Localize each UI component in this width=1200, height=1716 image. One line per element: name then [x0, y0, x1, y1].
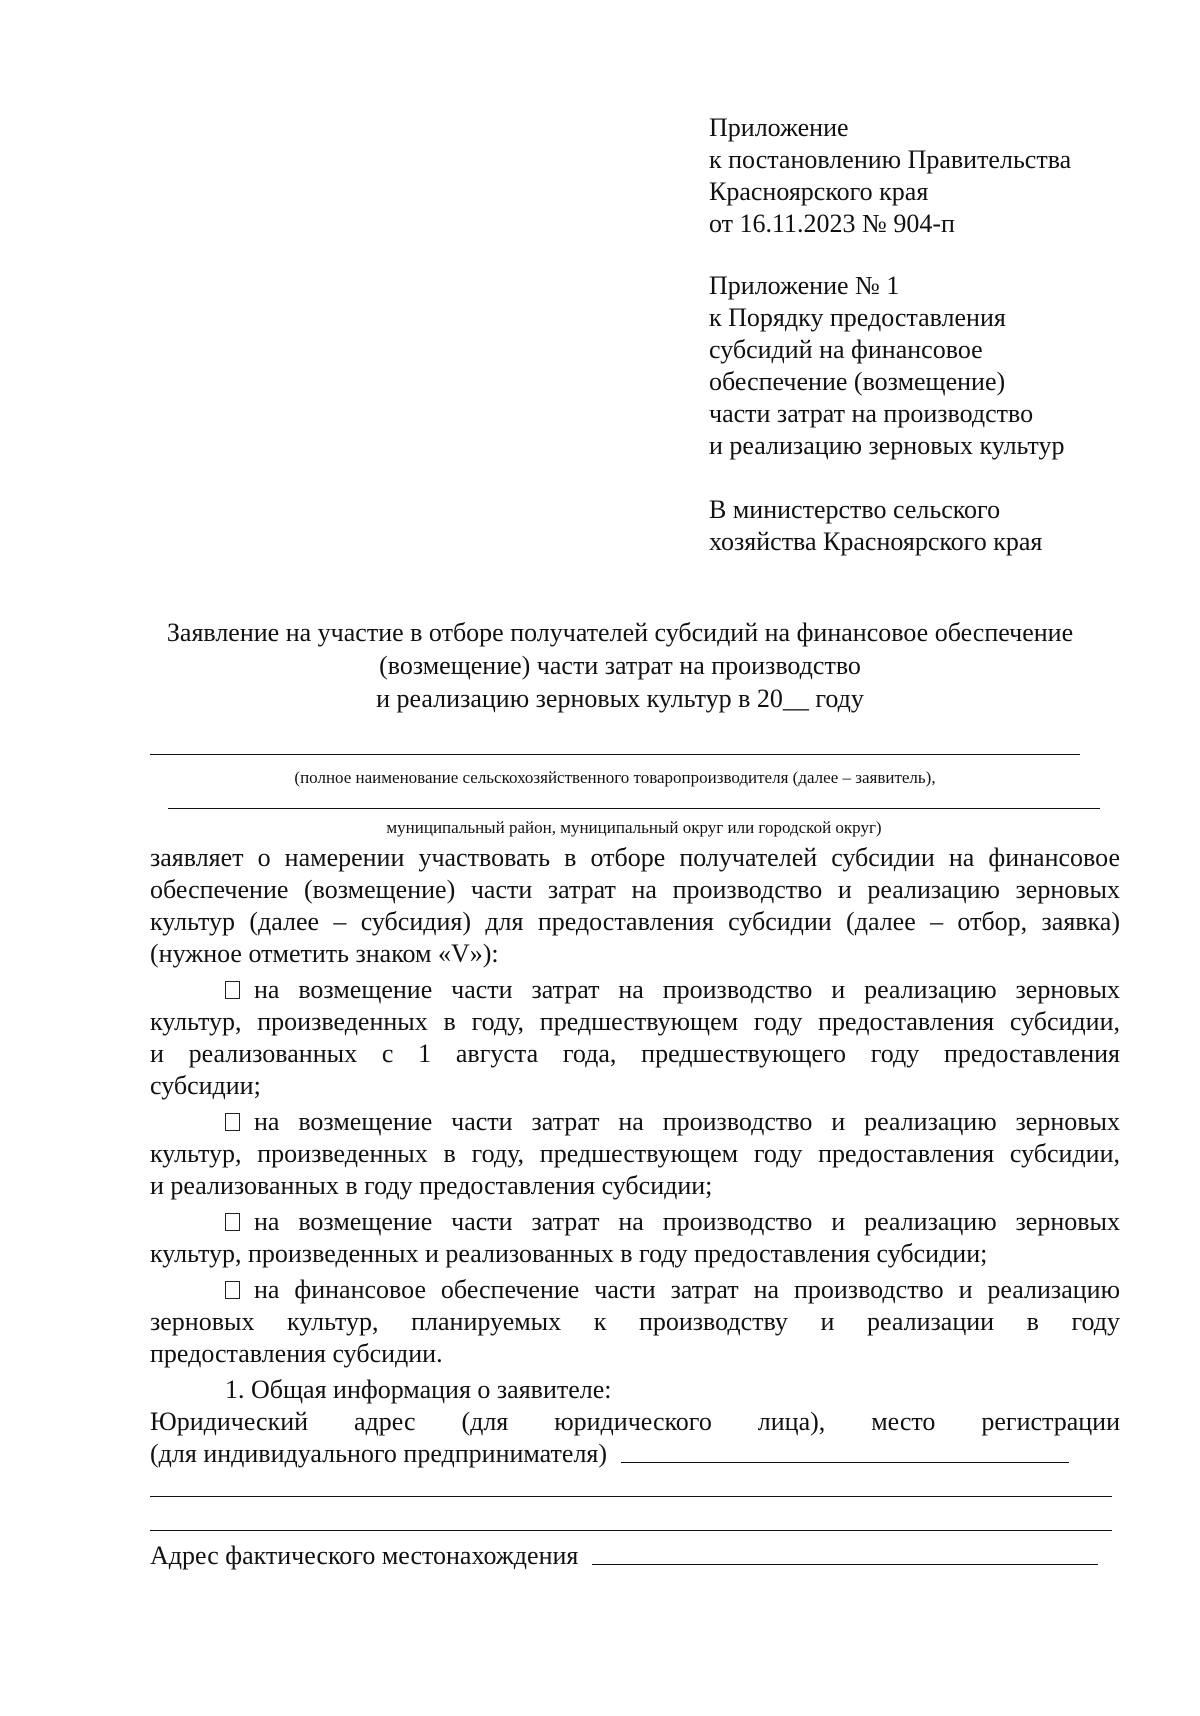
legal-address-extra-line-2[interactable]: [150, 1530, 1112, 1531]
appendix-order-line: Приложение № 1: [709, 271, 900, 300]
option-4-first-line: [225, 1274, 1120, 1306]
addressee-block: [709, 494, 1042, 558]
appendix-order-line: и реализацию зерновых культур: [709, 431, 1065, 460]
option-1-line: культур, произведенных в году, предшествующем году предоставления субсидии,: [150, 1007, 1120, 1036]
option-4-text: на финансовое обеспечение части затрат на производство и реализацию: [254, 1275, 1120, 1304]
option-4-line: предоставления субсидии.: [150, 1339, 443, 1368]
legal-address-extra-line-1[interactable]: [150, 1496, 1112, 1497]
title-line: Заявление на участие в отборе получателей субсидий на финансовое обеспечение: [166, 618, 1074, 647]
option-3-first-line: [225, 1206, 1120, 1238]
option-3-text: на возмещение части затрат на производство и реализацию зерновых: [254, 1207, 1120, 1236]
option-3-checkbox[interactable]: [225, 1213, 240, 1231]
option-1-first-line: [225, 974, 1120, 1006]
option-1-line: и реализованных с 1 августа года, предшествующего году предоставления: [150, 1039, 1120, 1068]
appendix-order-line: субсидий на финансовое: [709, 335, 983, 364]
district-fill-line[interactable]: [168, 808, 1100, 809]
actual-address-row: [150, 1540, 1120, 1572]
appendix-main-block: [709, 112, 1071, 240]
option-3-line: культур, произведенных и реализованных в году предоставления субсидии;: [150, 1239, 988, 1268]
intro-line: (нужное отметить знаком «V»):: [150, 939, 499, 968]
actual-address-label: Адрес фактического местонахождения: [150, 1541, 579, 1570]
addressee-line: В министерство сельского: [709, 495, 1001, 524]
title-line: и реализацию зерновых культур в 20__ году: [376, 684, 864, 713]
option-4-checkbox[interactable]: [225, 1281, 240, 1299]
intro-line: культур (далее – субсидия) для предоставления субсидии (далее – отбор, заявка): [150, 907, 1120, 936]
appendix-order-block: [709, 270, 1064, 462]
applicant-name-fill-line[interactable]: [150, 754, 1080, 755]
legal-address-label-line1: Юридический адрес (для юридического лица), место регистрации: [150, 1407, 1120, 1436]
intro-line: обеспечение (возмещение) части затрат на производство и реализацию зерновых: [150, 875, 1120, 904]
option-2-text: на возмещение части затрат на производство и реализацию зерновых: [254, 1107, 1120, 1136]
addressee-line: хозяйства Красноярского края: [709, 527, 1043, 556]
option-4-line: зерновых культур, планируемых к производству и реализации в году: [150, 1307, 1120, 1336]
appendix-order-line: части затрат на производство: [709, 399, 1034, 428]
appendix-main-line: от 16.11.2023 № 904-п: [709, 209, 955, 238]
title-line: (возмещение) части затрат на производство: [379, 651, 861, 680]
option-2-first-line: [225, 1106, 1120, 1138]
appendix-order-line: обеспечение (возмещение): [709, 367, 1006, 396]
appendix-main-line: Приложение: [709, 113, 849, 142]
legal-address-label-line2: (для индивидуального предпринимателя): [150, 1439, 608, 1468]
appendix-main-line: Красноярского края: [709, 177, 929, 206]
option-2-line: культур, произведенных в году, предшествующем году предоставления субсидии,: [150, 1139, 1120, 1168]
actual-address-fill-line[interactable]: [592, 1540, 1098, 1565]
applicant-name-caption: (полное наименование сельскохозяйственного товаропроизводителя (далее – заявитель),: [294, 768, 936, 787]
appendix-main-line: к постановлению Правительства: [709, 145, 1072, 174]
legal-address-fill-line[interactable]: [621, 1438, 1069, 1463]
intro-line: заявляет о намерении участвовать в отборе получателей субсидии на финансовое: [150, 843, 1120, 872]
section-1-heading: 1. Общая информация о заявителе:: [225, 1375, 612, 1404]
option-1-line: субсидии;: [150, 1071, 261, 1100]
option-1-text: на возмещение части затрат на производство и реализацию зерновых: [254, 975, 1120, 1004]
district-caption: муниципальный район, муниципальный округ или городской округ): [386, 818, 882, 837]
document-title: [120, 616, 1120, 715]
option-2-line: и реализованных в году предоставления субсидии;: [150, 1171, 713, 1200]
option-2-checkbox[interactable]: [225, 1113, 240, 1131]
option-1-checkbox[interactable]: [225, 981, 240, 999]
appendix-order-line: к Порядку предоставления: [709, 303, 1006, 332]
legal-address-row: [150, 1438, 1120, 1470]
